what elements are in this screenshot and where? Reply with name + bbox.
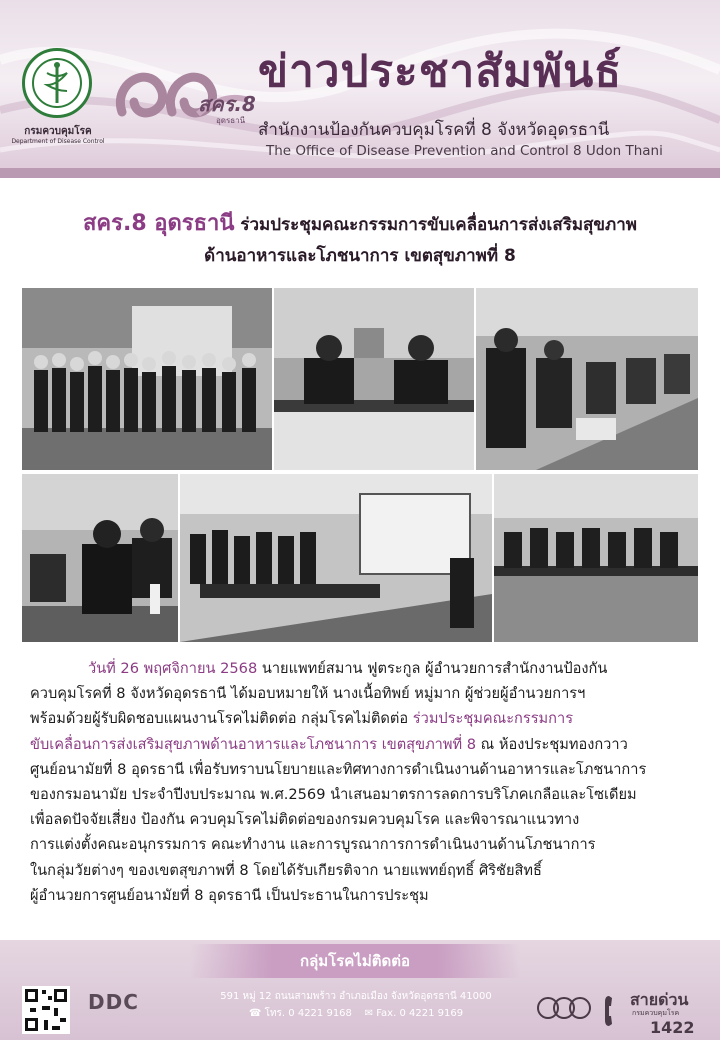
caduceus-icon bbox=[29, 55, 85, 111]
hotline-number[interactable]: 1422 bbox=[650, 1018, 695, 1037]
header-divider bbox=[0, 168, 720, 178]
office-name-en: The Office of Disease Prevention and Control 8 Udon Thani bbox=[266, 143, 663, 159]
department-label: กลุ่มโรคไม่ติดต่อ bbox=[190, 944, 520, 978]
anniversary-logo-sub: อุดรธานี bbox=[216, 116, 246, 125]
body-text-4: ณ ห้องประชุมทองกวาว bbox=[476, 735, 628, 753]
article-body bbox=[30, 656, 695, 908]
body-line-2: ควบคุมโรคที่ 8 จังหวัดอุดรธานี ได้มอบหมายให้ นางเนื้อทิพย์ หมู่มาก ผู้ช่วยผู้อำนวยการฯ bbox=[30, 685, 586, 703]
ministry-logo bbox=[22, 48, 92, 118]
anniversary-logo-text: สคร.8 bbox=[198, 92, 256, 116]
ddc-logo: DDC bbox=[88, 990, 139, 1014]
group-photo bbox=[22, 288, 272, 470]
phone-handset-icon bbox=[604, 994, 624, 1028]
body-line-5: ศูนย์อนามัยที่ 8 อุดรธานี เพื่อรับทราบนโยบายและทิศทางการดำเนินงานด้านอาหารและโภชนาการ bbox=[30, 760, 647, 778]
footer-address: 591 หมู่ 12 ถนนสามพร้าว อำเภอเมือง จังหวัดอุดรธานี 41000 bbox=[220, 991, 492, 1002]
meeting-room-side-photo bbox=[476, 288, 698, 470]
event-title-part-1: ร่วมประชุมคณะกรรมการ bbox=[412, 710, 574, 728]
anniversary-logo bbox=[112, 52, 256, 142]
qr-code-icon bbox=[22, 986, 70, 1034]
headline-text: ร่วมประชุมคณะกรรมการขับเคลื่อนการส่งเสริมสุขภาพ bbox=[240, 215, 637, 235]
body-line-1 bbox=[30, 656, 695, 681]
event-title-part-2: ขับเคลื่อนการส่งเสริมสุขภาพด้านอาหารและโภชนาการ เขตสุขภาพที่ 8 bbox=[30, 735, 477, 753]
body-line-7: เพื่อลดปัจจัยเสี่ยง ป้องกัน ควบคุมโรคไม่ติดต่อของกรมควบคุมโรค และพิจารณาแนวทาง bbox=[30, 811, 580, 829]
office-name-th: สำนักงานป้องกันควบคุมโรคที่ 8 จังหวัดอุดรธานี bbox=[258, 120, 610, 140]
body-line-3 bbox=[30, 706, 695, 731]
body-text-3: พร้อมด้วยผู้รับผิดชอบแผนงานโรคไม่ติดต่อ กลุ่มโรคไม่ติดต่อ bbox=[30, 710, 413, 728]
phone-number: โทร. 0 4221 9168 bbox=[264, 1008, 352, 1019]
headline-line-2: ด้านอาหารและโภชนาการ เขตสุขภาพที่ 8 bbox=[204, 246, 516, 266]
seated-participants-photo bbox=[22, 474, 178, 642]
ddc-round-logo-icon bbox=[536, 990, 592, 1026]
footer-contact bbox=[186, 1006, 526, 1021]
page-title: ข่าวประชาสัมพันธ์ bbox=[258, 46, 623, 97]
fax-number: Fax. 0 4221 9169 bbox=[376, 1008, 464, 1019]
presentation-screen-photo bbox=[180, 474, 492, 642]
ministry-logo-caption: กรมควบคุมโรค bbox=[24, 126, 92, 137]
hotline-subtitle: กรมควบคุมโรค bbox=[632, 1009, 680, 1017]
body-text-1: นายแพทย์สมาน ฟูตระกูล ผู้อำนวยการสำนักงานป้องกัน bbox=[257, 660, 608, 677]
headline-org: สคร.8 อุดรธานี bbox=[83, 211, 235, 236]
meeting-table-photo bbox=[274, 288, 474, 470]
conference-room-photo bbox=[494, 474, 698, 642]
ddc-round-logo bbox=[536, 990, 592, 1026]
headline-line-1 bbox=[0, 205, 720, 240]
qr-code[interactable] bbox=[22, 986, 70, 1034]
event-date: วันที่ 26 พฤศจิกายน 2568 bbox=[88, 660, 258, 677]
body-line-6: ของกรมอนามัย ประจำปีงบประมาณ พ.ศ.2569 นำเสนอมาตรการลดการบริโภคเกลือและโซเดียม bbox=[30, 786, 637, 804]
body-line-9: ในกลุ่มวัยต่างๆ ของเขตสุขภาพที่ 8 โดยได้รับเกียรติจาก นายแพทย์ฤทธิ์ ศิริชัยสิทธิ์ bbox=[30, 861, 542, 879]
body-line-4 bbox=[30, 732, 695, 757]
ministry-logo-caption-en: Department of Disease Control bbox=[11, 138, 105, 145]
fax-icon: ✉ bbox=[364, 1008, 374, 1019]
body-line-10: ผู้อำนวยการศูนย์อนามัยที่ 8 อุดรธานี เป็นประธานในการประชุม bbox=[30, 886, 429, 904]
phone-icon: ☎ bbox=[248, 1008, 262, 1019]
hotline-title: สายด่วน bbox=[630, 990, 689, 1009]
body-line-8: การแต่งตั้งคณะอนุกรรมการ คณะทำงาน และการบูรณาการการดำเนินงานด้านโภชนาการ bbox=[30, 836, 596, 854]
